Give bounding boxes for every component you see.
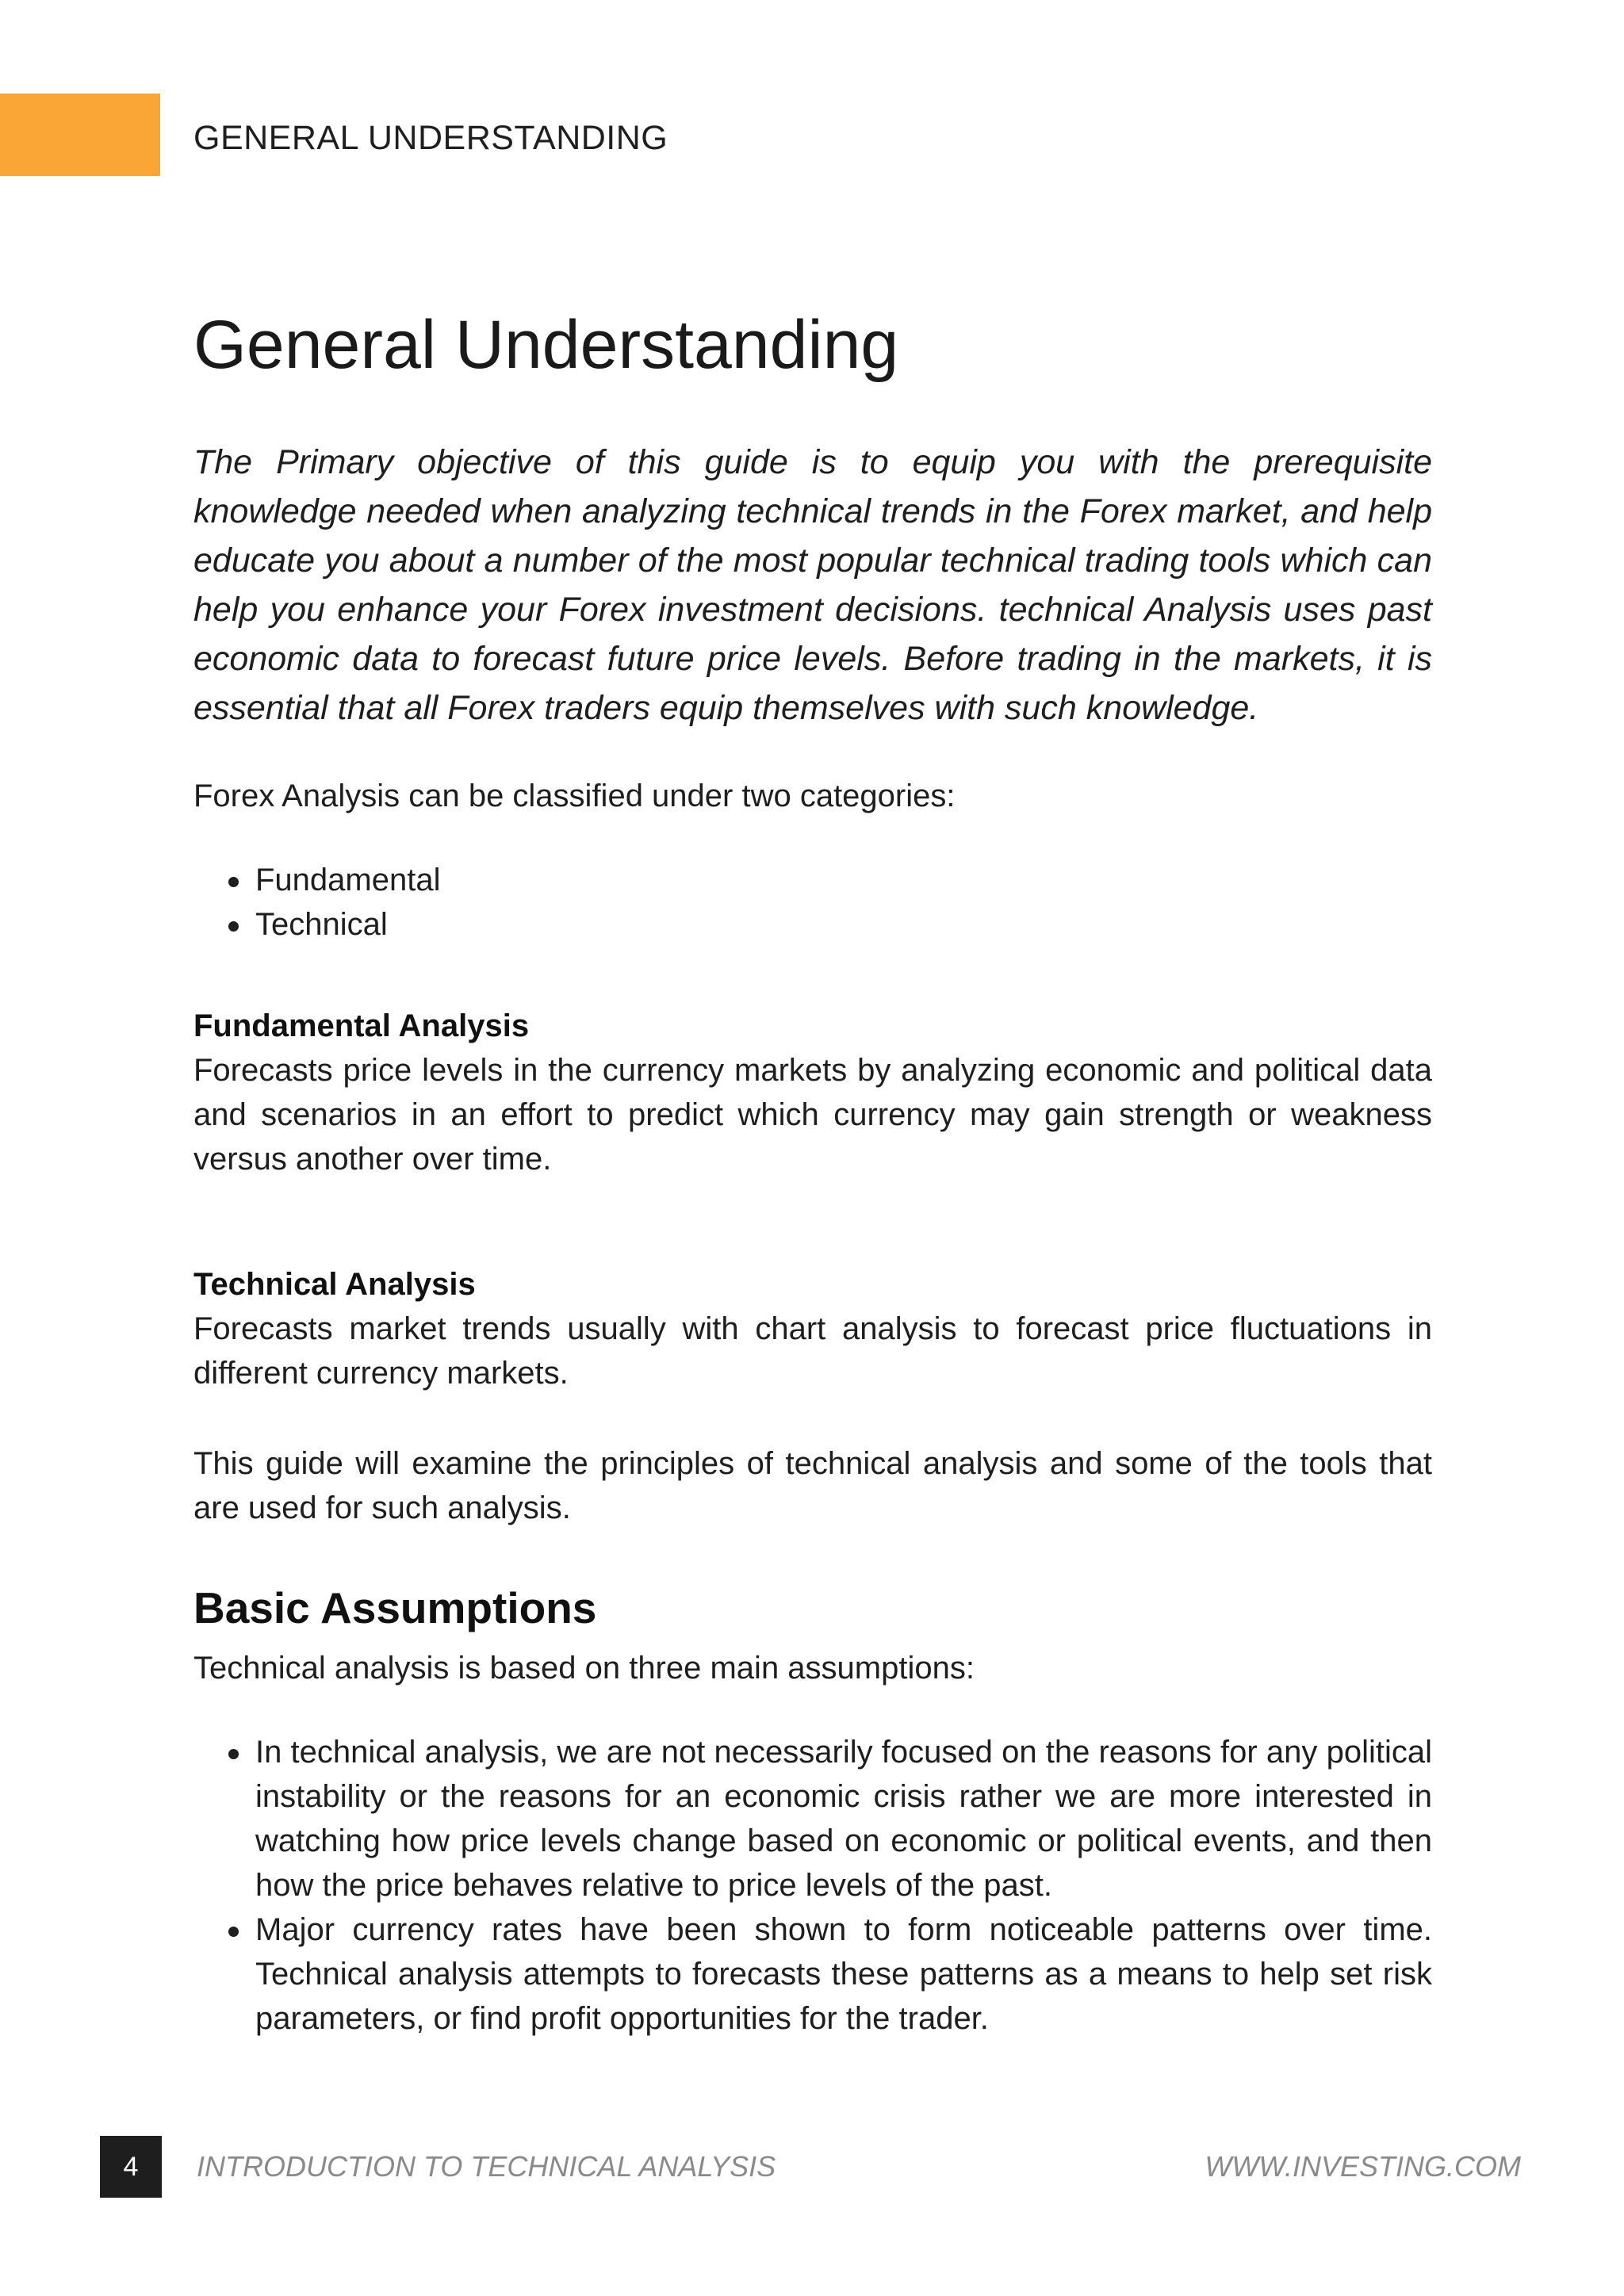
fundamental-text: Forecasts price levels in the currency markets by analyzing economic and political data and scenarios in an effort to predict which currency may gain strength or weakness versus another over time. [193, 1053, 1432, 1177]
assumption-text: Major currency rates have been shown to form noticeable patterns over time. Technical analysis attempts to forecasts these patterns as a means to help set risk parameters, or find profit opportunities for the trader. [255, 1912, 1432, 2036]
list-item [255, 1730, 1432, 1908]
footer-document-title: INTRODUCTION TO TECHNICAL ANALYSIS [197, 2150, 776, 2183]
list-item [255, 1908, 1432, 2041]
categories-lead: Forex Analysis can be classified under two categories: [193, 779, 956, 813]
bullet-icon [228, 921, 239, 932]
categories-list [193, 858, 1432, 947]
guide-note: This guide will examine the principles of technical analysis and some of the tools that are used for such analysis. [193, 1446, 1432, 1525]
assumptions-lead: Technical analysis is based on three main assumptions: [193, 1651, 975, 1686]
technical-text: Forecasts market trends usually with chart analysis to forecast price fluctuations in different currency markets. [193, 1311, 1432, 1391]
technical-heading: Technical Analysis [193, 1267, 476, 1302]
header-accent-bar [0, 94, 160, 176]
category-label: Fundamental [255, 863, 441, 897]
assumption-text: In technical analysis, we are not necessarily focused on the reasons for any political instability or the reasons for an economic crisis rather we are more interested in watching how price levels change based on economic or political events, and then how the price behaves relative to price levels of the past. [255, 1735, 1432, 1903]
assumptions-title: Basic Assumptions [193, 1583, 597, 1632]
page-title: General Understanding [193, 307, 899, 383]
fundamental-heading: Fundamental Analysis [193, 1008, 530, 1043]
bullet-icon [228, 877, 239, 887]
footer-website: WWW.INVESTING.COM [1205, 2150, 1521, 2183]
page-content [193, 301, 1432, 2041]
header-section-label: GENERAL UNDERSTANDING [193, 119, 668, 157]
intro-paragraph: The Primary objective of this guide is to equip you with the prerequisite knowledge needed when analyzing technical trends in the Forex market, and help educate you about a number of the most popular technical trading tools which can help you enhance your Forex investment decisions. technical Analysis uses past economic data to forecast future price levels. Before trading in the markets, it is essential that all Forex traders equip themselves with such knowledge. [193, 443, 1432, 727]
category-label: Technical [255, 907, 388, 942]
list-item [255, 902, 1432, 947]
page-number: 4 [100, 2136, 162, 2198]
list-item [255, 858, 1432, 902]
bullet-icon [228, 1749, 239, 1759]
assumptions-list [193, 1730, 1432, 2041]
bullet-icon [228, 1927, 239, 1937]
